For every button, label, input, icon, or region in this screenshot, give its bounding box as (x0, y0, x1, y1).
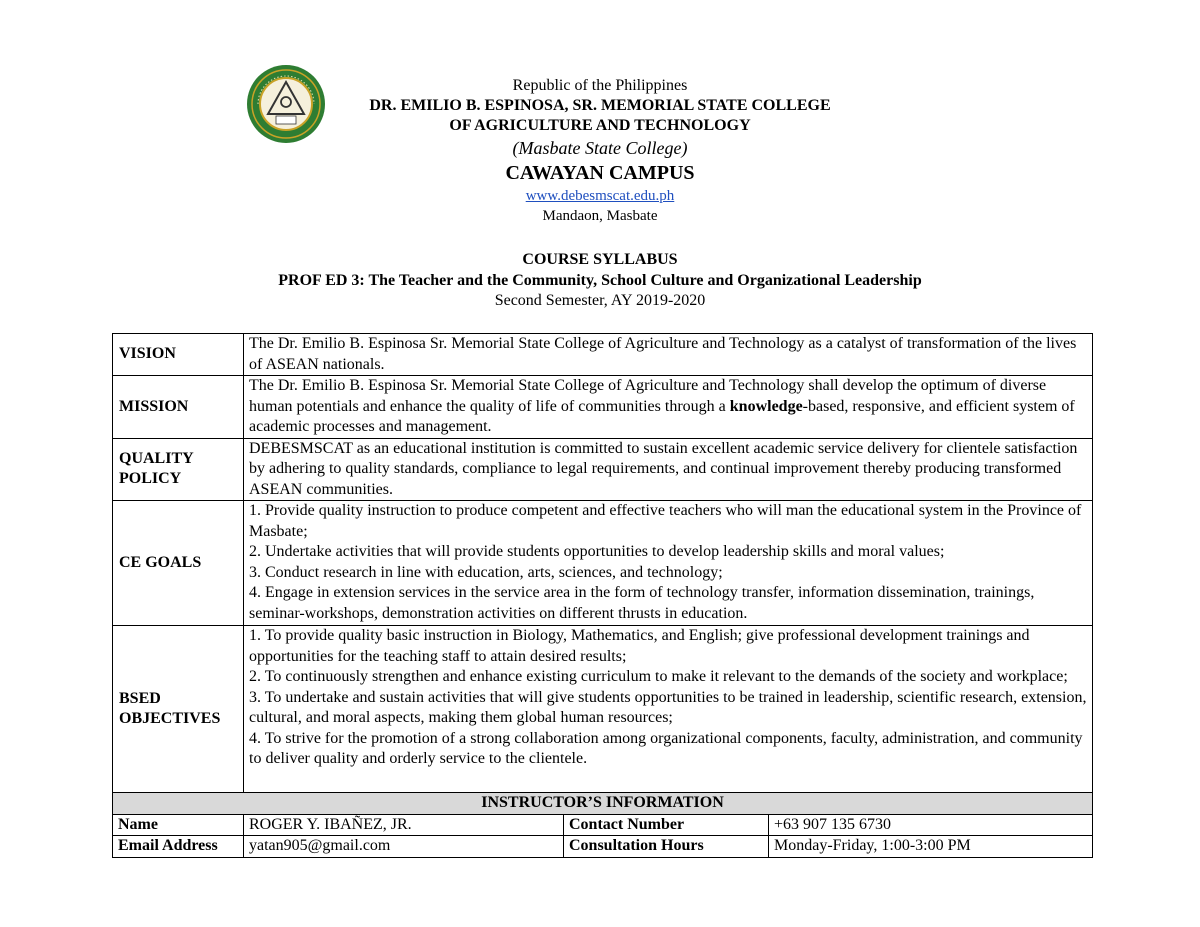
mission-text-before: The Dr. Emilio B. Espinosa Sr. Memorial State College of Agriculture and Technology shall develop the optimum of diverse human potentials and enhance the quality of life of communities through a (249, 377, 1047, 415)
campus-location: Mandaon, Masbate (542, 208, 658, 224)
objective-item: 1. To provide quality basic instruction in Biology, Mathematics, and English; give professional development trainings and opportunities for the teaching staff to attain desired results; (249, 627, 1030, 665)
mission-text (244, 376, 1093, 439)
name-label: Name (113, 814, 244, 836)
vision-row (113, 334, 1093, 376)
contact-number-label: Contact Number (564, 814, 769, 836)
objective-item: 4. To strive for the promotion of a strong collaboration among organizational components, faculty, administration, and community to deliver quality and orderly service to the clientele. (249, 729, 1083, 767)
quality-policy-label: QUALITY POLICY (113, 438, 244, 501)
college-name-line1: DR. EMILIO B. ESPINOSA, SR. MEMORIAL STATE COLLEGE (369, 97, 831, 114)
objective-item: 2. To continuously strengthen and enhance existing curriculum to make it relevant to the demands of the society and workplace; (249, 668, 1068, 685)
republic-line: Republic of the Philippines (512, 77, 688, 94)
consultation-hours-value: Monday-Friday, 1:00-3:00 PM (769, 836, 1093, 858)
quality-policy-text: DEBESMSCAT as an educational institution is committed to sustain excellent academic service delivery for clientele satisfaction by adhering to quality standards, compliance to legal requirements, and continual improvement thereby producing transformed ASEAN communities. (244, 438, 1093, 501)
mission-row (113, 376, 1093, 439)
ce-goal-item: 1. Provide quality instruction to produce competent and effective teachers who will man the educational system in the Province of Masbate; (249, 502, 1082, 540)
ce-goal-item: 3. Conduct research in line with education, arts, sciences, and technology; (249, 563, 723, 581)
college-alias: (Masbate State College) (512, 138, 688, 158)
ce-goals-list (244, 501, 1093, 626)
mission-label: MISSION (113, 376, 244, 439)
vision-text: The Dr. Emilio B. Espinosa Sr. Memorial State College of Agriculture and Technology as a catalyst of transformation of the lives of ASEAN nationals. (244, 334, 1093, 376)
objectives-row (113, 626, 1093, 793)
ce-goal-item: 4. Engage in extension services in the service area in the form of technology transfer, information dissemination, trainings, seminar-workshops, demonstration activities on different thrusts in education. (249, 584, 1035, 622)
course-title: PROF ED 3: The Teacher and the Community, School Culture and Organizational Leadership (278, 272, 922, 289)
semester-line: Second Semester, AY 2019-2020 (494, 292, 706, 309)
objectives-list (244, 626, 1093, 793)
email-value: yatan905@gmail.com (244, 836, 564, 858)
instructor-row-2 (113, 836, 1093, 858)
document-header (200, 76, 1000, 226)
ce-goals-row (113, 501, 1093, 626)
instructor-section-title: INSTRUCTOR’S INFORMATION (113, 793, 1093, 815)
ce-goals-label: CE GOALS (113, 501, 244, 626)
mission-keyword: knowledge (729, 397, 803, 415)
vision-label: VISION (113, 334, 244, 376)
instructor-section-row (113, 793, 1093, 815)
college-name-line2: OF AGRICULTURE AND TECHNOLOGY (449, 117, 751, 134)
syllabus-info-table (112, 333, 1093, 858)
objective-item: 3. To undertake and sustain activities that will give students opportunities to be trained in leadership, scientific research, extension, cultural, and moral aspects, making them global human resources; (249, 688, 1087, 726)
syllabus-title: COURSE SYLLABUS (522, 251, 678, 268)
contact-number-value: +63 907 135 6730 (769, 814, 1093, 836)
mission-text-after: -based, responsive, and efficient system of academic processes and management. (249, 397, 1075, 435)
quality-policy-row (113, 438, 1093, 501)
campus-name: CAWAYAN CAMPUS (505, 162, 695, 184)
email-label: Email Address (113, 836, 244, 858)
ce-goal-item: 2. Undertake activities that will provide students opportunities to develop leadership skills and moral values; (249, 543, 945, 560)
instructor-row-1 (113, 814, 1093, 836)
website-link[interactable]: www.debesmscat.edu.ph (525, 188, 675, 204)
syllabus-title-block (100, 250, 1100, 311)
objectives-label: BSED OBJECTIVES (113, 626, 244, 793)
consultation-hours-label: Consultation Hours (564, 836, 769, 858)
name-value: ROGER Y. IBAÑEZ, JR. (244, 814, 564, 836)
